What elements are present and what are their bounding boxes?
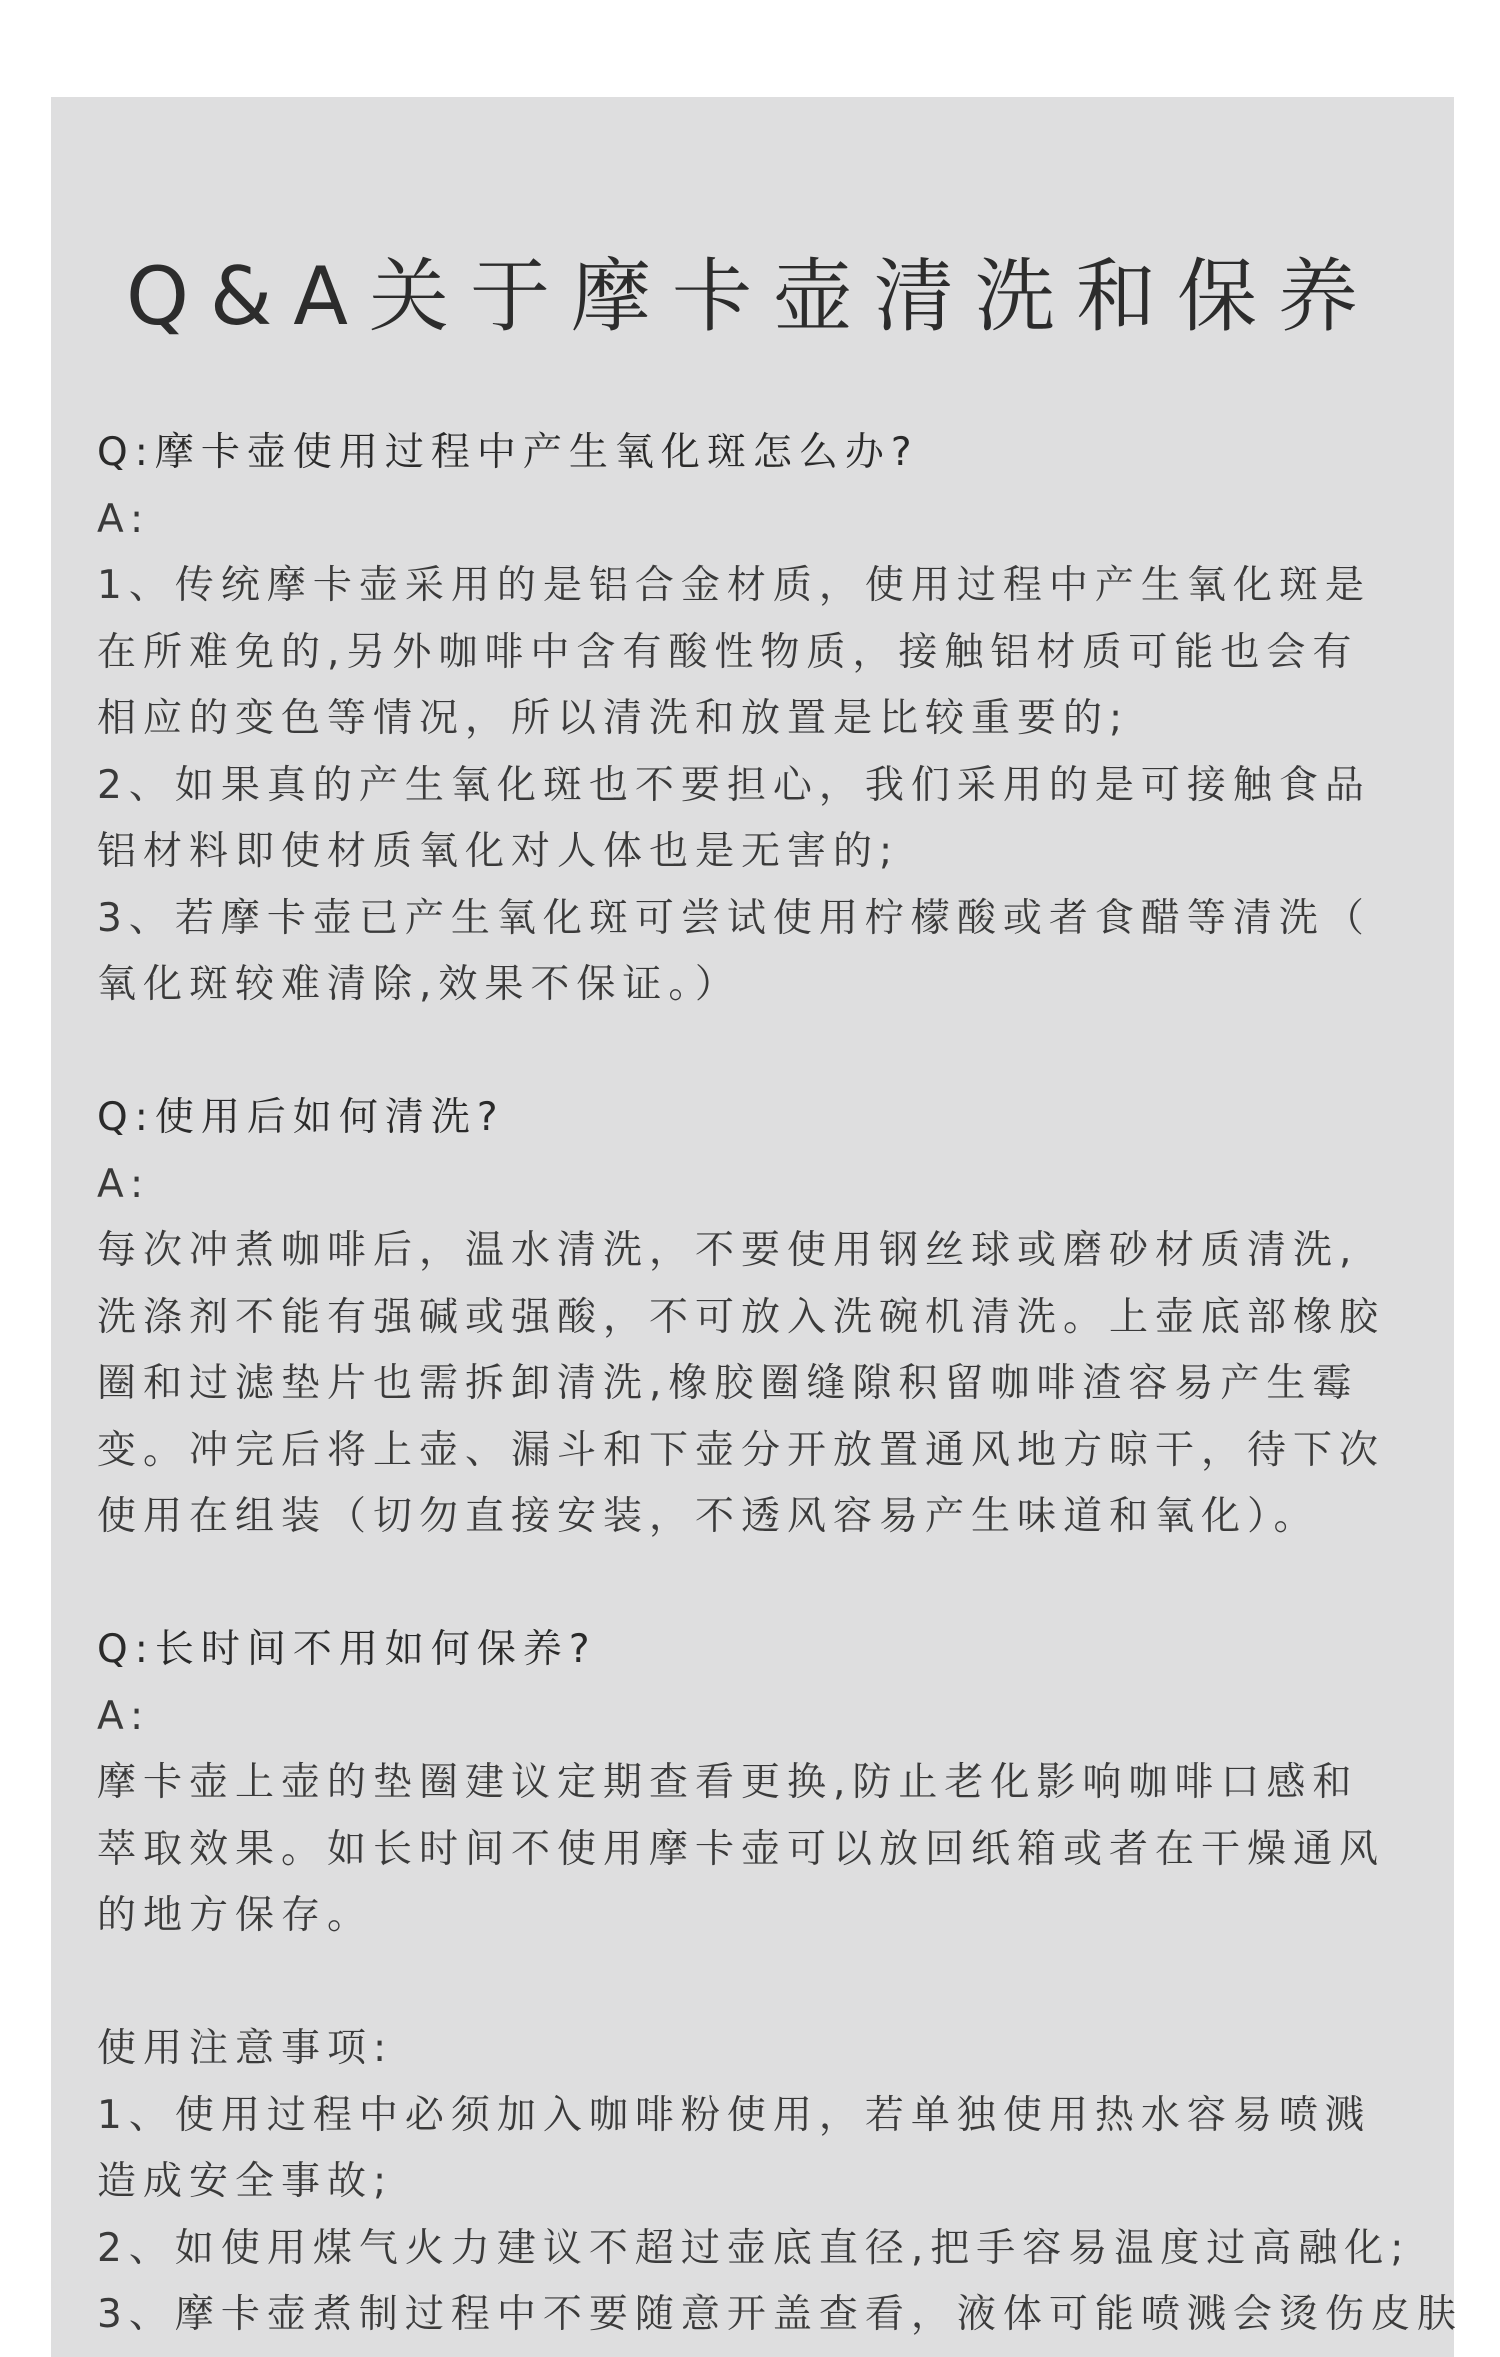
answer-line: 氧化斑较难清除,效果不保证。） [97, 962, 741, 1007]
answer-line: 2、如果真的产生氧化斑也不要担心，我们采用的是可接触食品 [97, 762, 1371, 808]
answer-label: A: [97, 1693, 151, 1739]
answer-line: 铝材料即使材质氧化对人体也是无害的; [97, 829, 900, 874]
answer-line: 圈和过滤垫片也需拆卸清洗,橡胶圈缝隙积留咖啡渣容易产生霉 [97, 1361, 1359, 1406]
question-oxidation: Q:摩卡壶使用过程中产生氧化斑怎么办? [97, 430, 919, 475]
usage-notes [97, 2016, 1477, 2349]
answer-line: 3、若摩卡壶已产生氧化斑可尝试使用柠檬酸或者食醋等清洗（ [97, 895, 1371, 941]
answer-line: 的地方保存。 [97, 1893, 374, 1938]
answer-line: 在所难免的,另外咖啡中含有酸性物质，接触铝材质可能也会有 [97, 629, 1359, 675]
page-title: Q&A关于摩卡壶清洗和保养 [125, 250, 1380, 343]
qa-section-cleaning [97, 1085, 1477, 1551]
section-gap [97, 1551, 1477, 1618]
question-storage: Q:长时间不用如何保养? [97, 1627, 597, 1672]
answer-line: 洗涤剂不能有强碱或强酸，不可放入洗碗机清洗。上壶底部橡胶 [97, 1294, 1386, 1340]
qa-section-storage [97, 1617, 1477, 1950]
note-line: 造成安全事故; [97, 2159, 394, 2204]
answer-line: 1、传统摩卡壶采用的是铝合金材质，使用过程中产生氧化斑是 [97, 563, 1371, 608]
section-gap [97, 1950, 1477, 2017]
note-line: 2、如使用煤气火力建议不超过壶底直径,把手容易温度过高融化; [97, 2225, 1411, 2271]
answer-line: 摩卡壶上壶的垫圈建议定期查看更换,防止老化影响咖啡口感和 [97, 1760, 1359, 1805]
note-line: 1、使用过程中必须加入咖啡粉使用，若单独使用热水容易喷溅 [97, 2092, 1371, 2138]
answer-line: 相应的变色等情况，所以清洗和放置是比较重要的; [97, 696, 1130, 741]
answer-line: 变。冲完后将上壶、漏斗和下壶分开放置通风地方晾干，待下次 [97, 1427, 1386, 1473]
section-gap [97, 1019, 1477, 1086]
qa-section-oxidation [97, 420, 1477, 1019]
question-cleaning: Q:使用后如何清洗? [97, 1095, 505, 1140]
answer-line: 每次冲煮咖啡后，温水清洗，不要使用钢丝球或磨砂材质清洗, [97, 1228, 1359, 1273]
answer-label: A: [97, 496, 151, 542]
qa-content [97, 420, 1477, 2349]
answer-line: 萃取效果。如长时间不使用摩卡壶可以放回纸箱或者在干燥通风 [97, 1826, 1386, 1872]
notes-heading: 使用注意事项: [97, 2026, 394, 2071]
note-line: 3、摩卡壶煮制过程中不要随意开盖查看，液体可能喷溅会烫伤皮肤 [97, 2292, 1463, 2337]
answer-line: 使用在组装（切勿直接安装，不透风容易产生味道和氧化）。 [97, 1494, 1320, 1539]
answer-label: A: [97, 1161, 151, 1207]
qa-card [51, 97, 1463, 2357]
